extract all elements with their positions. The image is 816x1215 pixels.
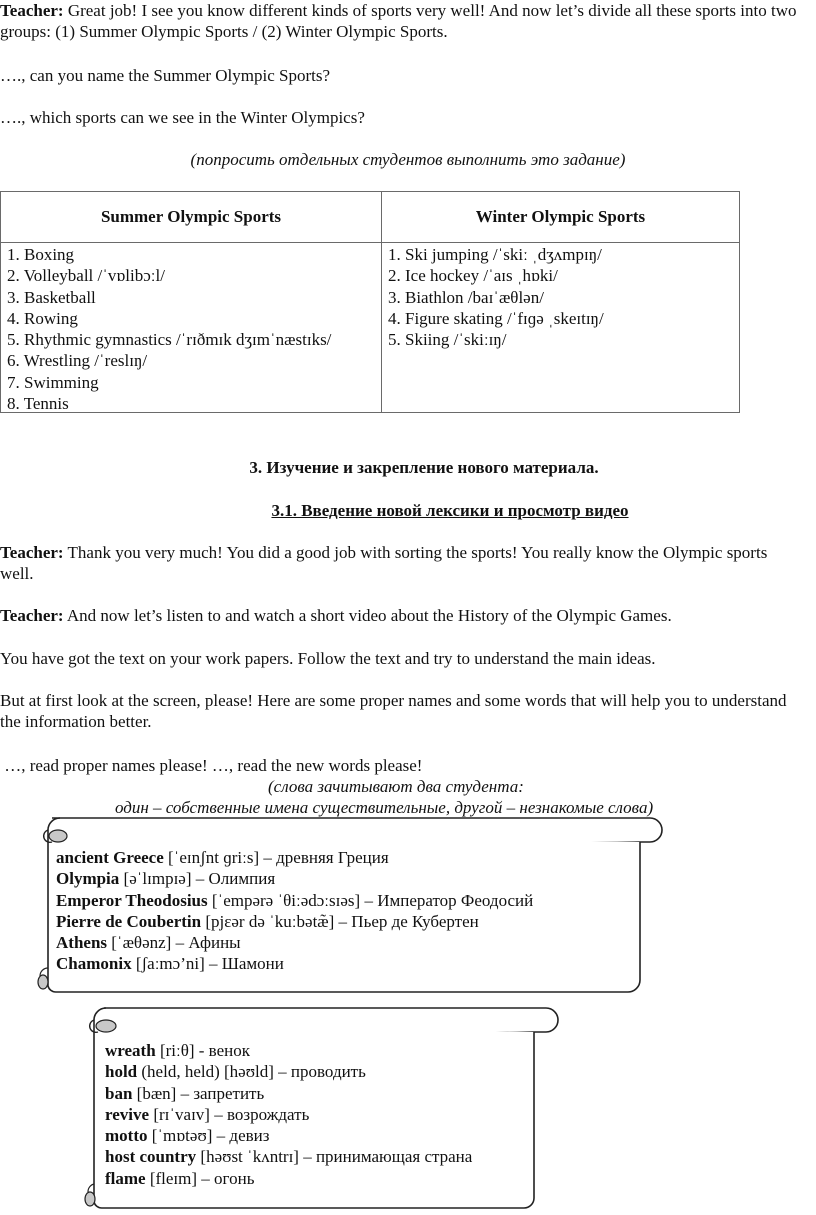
header-winter: Winter Olympic Sports xyxy=(475,207,646,226)
list-item: 4. Rowing xyxy=(7,308,78,328)
dialogue-paragraph: You have got the text on your work papers. Follow the text and try to understand the main ideas. xyxy=(0,649,656,668)
dialogue-text: And now let’s listen to and watch a short video about the History of the Olympic Games. xyxy=(63,606,672,625)
list-item xyxy=(56,890,533,911)
term: Pierre de Coubertin xyxy=(56,911,202,931)
list-item xyxy=(105,1061,472,1082)
list-item: 4. Figure skating /ˈfɪɡə ˌskeɪtɪŋ/ xyxy=(388,308,604,328)
definition: [pjɛər də ˈkuːbətæ̃] – Пьер де Кубертен xyxy=(201,911,479,931)
definition: [ʃaːmɔ’ni] – Шамони xyxy=(131,954,284,974)
definition: [bæn] – запретить xyxy=(132,1083,265,1103)
section-subheading-wrap xyxy=(0,500,816,521)
list-item xyxy=(56,868,533,889)
definition: [həʊst ˈkʌntrɪ] – принимающая страна xyxy=(196,1147,473,1167)
section-heading: 3. Изучение и закрепление нового материала. xyxy=(249,458,599,477)
definition: [əˈlɪmpɪə] – Олимпия xyxy=(119,869,276,889)
list-item: 2. Ice hockey /ˈaɪs ˌhɒki/ xyxy=(388,266,558,286)
list-item xyxy=(105,1168,472,1189)
question-summer: …., can you name the Summer Olympic Sports? xyxy=(0,66,331,85)
list-item xyxy=(105,1125,472,1146)
list-item: 8. Tennis xyxy=(7,394,69,414)
speaker-label: Teacher: xyxy=(0,606,64,625)
term: Olympia xyxy=(56,869,120,889)
intro-text: Great job! I see you know different kinds of sports very well! And now let’s divide all these sports into two groups: (1) Summer Olympic Sports / (2) Winter Olympic Sports. xyxy=(0,1,797,41)
term: hold xyxy=(105,1062,138,1082)
list-item: 5. Rhythmic gymnastics /ˈrɪðmɪk dʒɪmˈnæstɪks/ xyxy=(7,330,332,350)
summer-sports-list xyxy=(7,244,331,414)
list-item xyxy=(105,1040,472,1061)
term: flame xyxy=(105,1168,146,1188)
definition: (held, held) [həʊld] – проводить xyxy=(137,1062,366,1082)
new-words-list xyxy=(105,1040,472,1189)
note-line-2: один – собственные имена существительные, другой – незнакомые слова) xyxy=(115,798,654,817)
proper-names-scroll xyxy=(38,816,668,996)
term: ancient Greece xyxy=(56,848,164,867)
term: motto xyxy=(105,1126,148,1146)
list-item xyxy=(56,953,533,974)
definition: [ˈeɪnʃnt ɡriːs] – древняя Греция xyxy=(163,848,389,867)
header-summer: Summer Olympic Sports xyxy=(100,207,282,226)
list-item: 3. Basketball xyxy=(7,287,96,307)
term: Athens xyxy=(56,933,108,953)
speaker-label: Teacher: xyxy=(0,1,64,20)
term: wreath xyxy=(105,1041,156,1060)
speaker-label: Teacher: xyxy=(0,543,64,562)
section-subheading: 3.1. Введение новой лексики и просмотр видео xyxy=(271,501,629,520)
list-item xyxy=(56,847,533,868)
list-item xyxy=(56,932,533,953)
question-winter: …., which sports can we see in the Winter Olympics? xyxy=(0,108,365,127)
proper-names-list xyxy=(56,847,533,975)
column-divider xyxy=(381,192,382,412)
dialogue-paragraph xyxy=(0,605,800,626)
list-item: 1. Ski jumping /ˈskiː ˌdʒʌmpɪŋ/ xyxy=(388,245,602,264)
list-item: 6. Wrestling /ˈreslɪŋ/ xyxy=(7,351,148,371)
definition: [ˈempərə ˈθiːədɔːsɪəs] – Император Феодосий xyxy=(207,890,534,910)
intro-paragraph xyxy=(0,0,800,42)
list-item xyxy=(105,1146,472,1167)
list-item xyxy=(105,1104,472,1125)
term: host country xyxy=(105,1147,197,1167)
definition: [ˈmɒtəʊ] – девиз xyxy=(147,1126,270,1146)
definition: [riːθ] - венок xyxy=(155,1041,251,1060)
dialogue-paragraph: …, read proper names please! …, read the new words please! xyxy=(0,756,423,775)
dialogue-paragraph xyxy=(0,542,800,584)
sports-table xyxy=(0,191,740,413)
list-item: 1. Boxing xyxy=(7,245,75,264)
list-item: 2. Volleyball /ˈvɒlibɔːl/ xyxy=(7,266,165,286)
winter-sports-list xyxy=(388,244,604,350)
list-item: 7. Swimming xyxy=(7,372,99,392)
dialogue-paragraph: But at first look at the screen, please! Here are some proper names and some words that will help you to understand the information better. xyxy=(0,691,787,731)
note-line-1: (слова зачитывают два студента: xyxy=(268,777,524,796)
new-words-scroll xyxy=(88,1006,563,1212)
list-item: 3. Biathlon /baɪˈæθlən/ xyxy=(388,287,544,307)
term: Emperor Theodosius xyxy=(56,890,208,910)
list-item xyxy=(56,911,533,932)
table-header-row xyxy=(1,192,739,243)
instruction-note: (попросить отдельных студентов выполнить это задание) xyxy=(190,150,626,169)
definition: [ˈæθənz] – Афины xyxy=(107,933,241,953)
term: Chamonix xyxy=(56,954,132,974)
dialogue-text: Thank you very much! You did a good job with sorting the sports! You really know the Olympic sports well. xyxy=(0,543,768,583)
term: revive xyxy=(105,1104,150,1124)
definition: [rɪˈvaɪv] – возрождать xyxy=(149,1104,310,1124)
term: ban xyxy=(105,1083,133,1103)
definition: [fleɪm] – огонь xyxy=(145,1168,255,1188)
list-item xyxy=(105,1083,472,1104)
list-item: 5. Skiing /ˈskiːɪŋ/ xyxy=(388,330,507,350)
